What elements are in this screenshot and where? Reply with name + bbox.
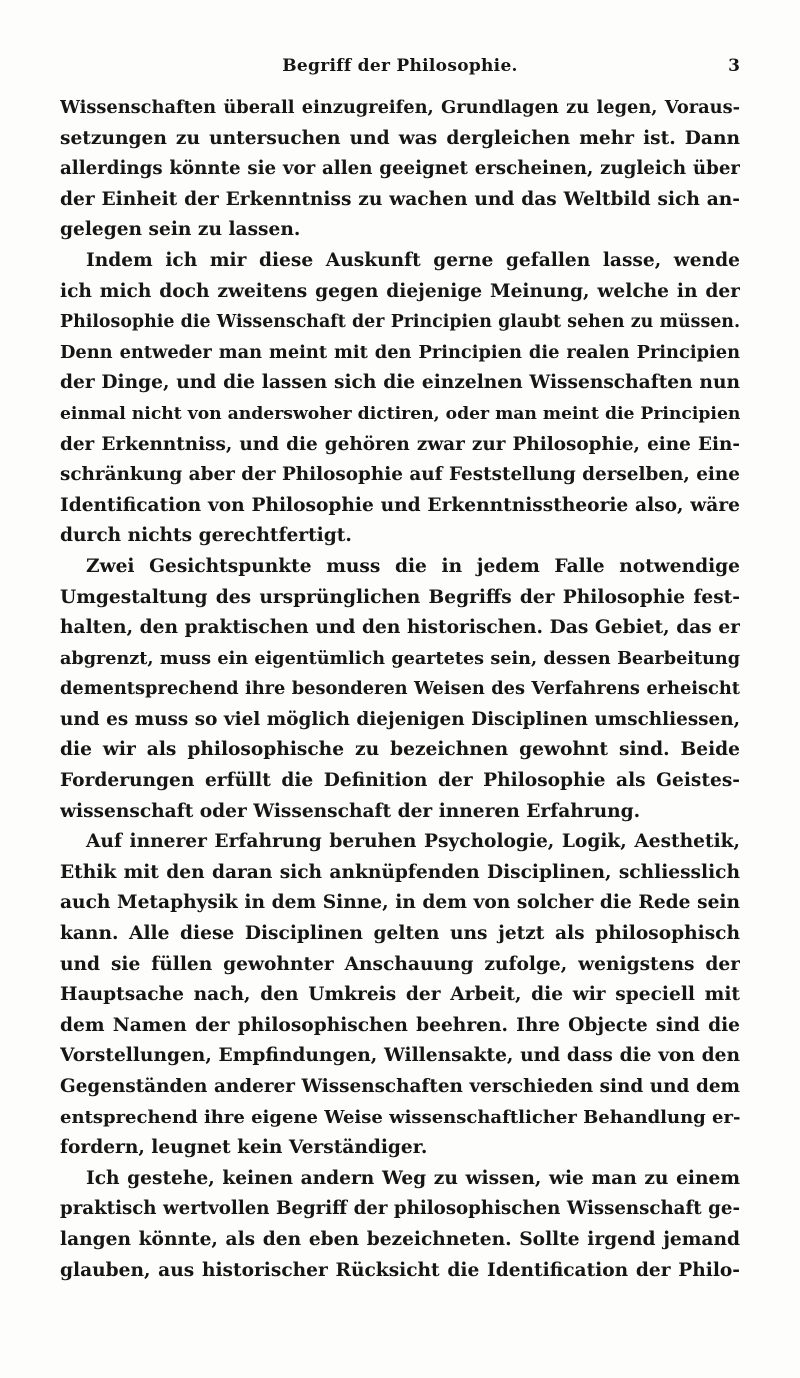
text-line: Hauptsache nach, den Umkreis der Arbeit, die wir speciell mit — [60, 984, 740, 1006]
running-title: Begriff der Philosophie. — [282, 56, 518, 76]
text-line: halten, den praktischen und den historischen. Das Gebiet, das er — [60, 617, 740, 639]
text-line: glauben, aus historischer Rücksicht die Identification der Philo- — [60, 1259, 740, 1281]
body-text — [60, 93, 740, 1286]
text-line: dementsprechend ihre besonderen Weisen des Verfahrens erheischt — [60, 678, 740, 700]
text-line: Wissenschaften überall einzugreifen, Grundlagen zu legen, Voraus- — [60, 97, 740, 118]
text-line: der Einheit der Erkenntniss zu wachen und das Weltbild sich an- — [60, 188, 740, 210]
text-line: Forderungen erfüllt die Definition der Philosophie als Geistes- — [60, 770, 740, 792]
text-line: wissenschaft oder Wissenschaft der inneren Erfahrung. — [60, 800, 641, 822]
text-line: setzungen zu untersuchen und was dergleichen mehr ist. Dann — [60, 127, 740, 149]
text-line: schränkung aber der Philosophie auf Feststellung derselben, eine — [60, 464, 740, 486]
text-line: einmal nicht von anderswoher dictiren, oder man meint die Principien — [60, 403, 740, 424]
page-number: 3 — [728, 56, 740, 76]
text-line: entsprechend ihre eigene Weise wissenschaftlicher Behandlung er- — [60, 1106, 740, 1128]
text-line: ich mich doch zweitens gegen diejenige Meinung, welche in der — [60, 280, 740, 302]
text-line: Indem ich mir diese Auskunft gerne gefallen lasse, wende — [86, 249, 740, 271]
text-line: Umgestaltung des ursprünglichen Begriffs der Philosophie fest- — [60, 586, 740, 608]
text-line: abgrenzt, muss ein eigentümlich geartetes sein, dessen Bearbeitung — [60, 647, 740, 669]
text-line: allerdings könnte sie vor allen geeignet erscheinen, zugleich über — [60, 158, 740, 180]
text-line: Auf innerer Erfahrung beruhen Psychologie, Logik, Aesthetik, — [86, 831, 740, 853]
text-line: gelegen sein zu lassen. — [60, 219, 301, 241]
text-line: Zwei Gesichtspunkte muss die in jedem Falle notwendige — [86, 555, 740, 577]
text-line: Denn entweder man meint mit den Principien die realen Principien — [60, 341, 740, 363]
text-line: Ich gestehe, keinen andern Weg zu wissen, wie man zu einem — [86, 1167, 740, 1189]
text-line: praktisch wertvollen Begriff der philosophischen Wissenschaft ge- — [60, 1198, 740, 1220]
text-line: und es muss so viel möglich diejenigen Disciplinen umschliessen, — [60, 708, 740, 730]
text-line: Gegenständen anderer Wissenschaften verschieden sind und dem — [60, 1076, 740, 1097]
text-line: Identification von Philosophie und Erkenntnisstheorie also, wäre — [60, 494, 740, 516]
text-line: fordern, leugnet kein Verständiger. — [60, 1137, 428, 1159]
text-line: Ethik mit den daran sich anknüpfenden Disciplinen, schliesslich — [60, 861, 740, 883]
text-line: kann. Alle diese Disciplinen gelten uns jetzt als philosophisch — [60, 923, 740, 945]
text-line: der Erkenntniss, und die gehören zwar zur Philosophie, eine Ein- — [60, 433, 740, 455]
text-line: Vorstellungen, Empfindungen, Willensakte, und dass die von den — [60, 1045, 740, 1067]
running-head — [60, 56, 740, 80]
text-line: und sie füllen gewohnter Anschauung zufolge, wenigstens der — [60, 953, 740, 975]
text-line: Philosophie die Wissenschaft der Principien glaubt sehen zu müssen. — [60, 312, 740, 333]
text-line: der Dinge, und die lassen sich die einzelnen Wissenschaften nun — [60, 372, 740, 394]
text-line: auch Metaphysik in dem Sinne, in dem von solcher die Rede sein — [60, 892, 740, 914]
text-line: die wir als philosophische zu bezeichnen gewohnt sind. Beide — [60, 739, 740, 761]
text-line: dem Namen der philosophischen beehren. Ihre Objecte sind die — [60, 1014, 740, 1036]
text-line: langen könnte, als den eben bezeichneten. Sollte irgend jemand — [60, 1228, 740, 1250]
text-line: durch nichts gerechtfertigt. — [60, 525, 352, 547]
